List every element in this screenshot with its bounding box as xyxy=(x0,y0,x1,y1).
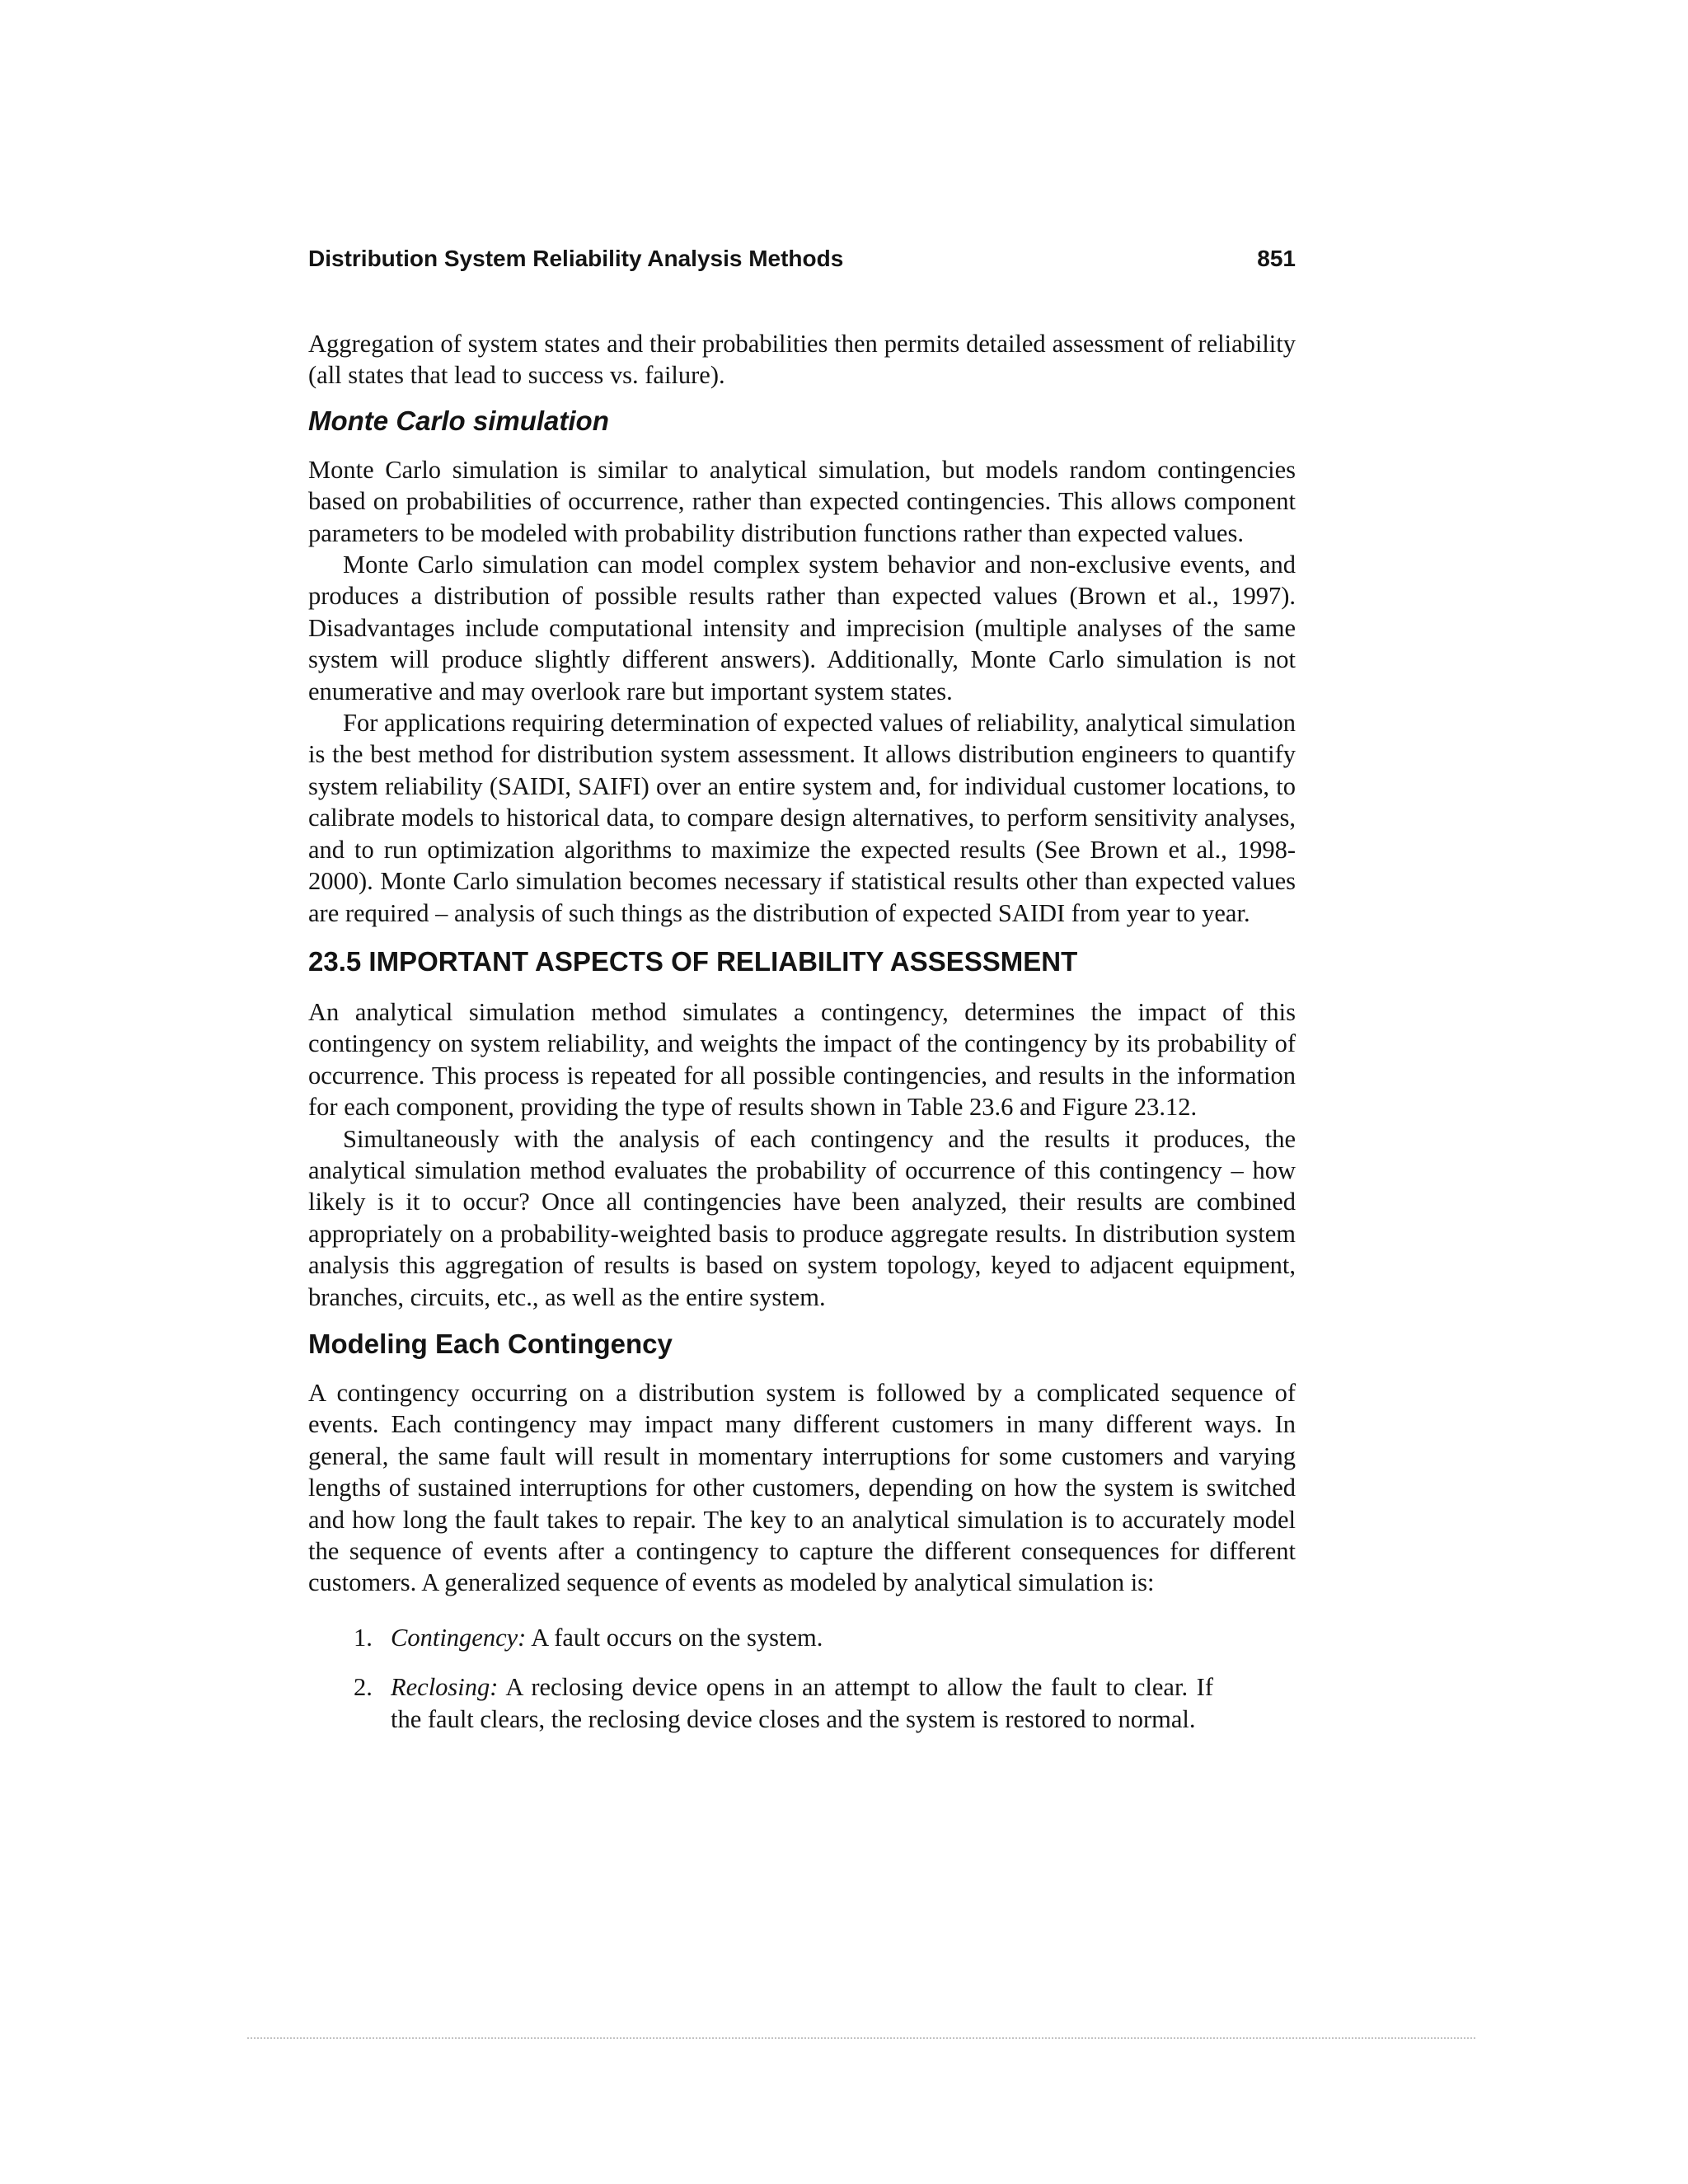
body-text xyxy=(308,328,1296,1753)
monte-carlo-paragraph-2: Monte Carlo simulation can model complex system behavior and non-exclusive events, and produces a distribution of possible results rather than expected values (Brown et al., 1997). Disadvantages include computational intensity and imprecision (multiple analyses of the same system will produce slightly different answers). Additionally, Monte Carlo simulation is not enumerative and may overlook rare but important system states. xyxy=(308,551,1296,705)
page-number: 851 xyxy=(1257,246,1296,271)
monte-carlo-paragraph-3: For applications requiring determination of expected values of reliability, analytical simulation is the best method for distribution system assessment. It allows distribution engineers to quantify system reliability (SAIDI, SAIFI) over an entire system and, for individual customer locations, to calibrate models to historical data, to compare design alternatives, to perform sensitivity analyses, and to run optimization algorithms to maximize the expected results (See Brown et al., 1998-2000). Monte Carlo simulation becomes necessary if statistical results other than expected values are required – analysis of such things as the distribution of expected SAIDI from year to year. xyxy=(308,709,1296,927)
list-item xyxy=(354,1671,1213,1735)
section-23-5-paragraph-2: Simultaneously with the analysis of each contingency and the results it produces, the analytical simulation method evaluates the probability of occurrence of this contingency – how likely is it to occur? Once all contingencies have been analyzed, their results are combined appropriately on a probability-weighted basis to produce aggregate results. In distribution system analysis this aggregation of results is based on system topology, keyed to adjacent equipment, branches, circuits, etc., as well as the entire system. xyxy=(308,1124,1296,1311)
section-23-5-paragraph-1: An analytical simulation method simulates a contingency, determines the impact of this contingency on system reliability, and weights the impact of the contingency by its probability of occurrence. This process is repeated for all possible contingencies, and results in the information for each component, providing the type of results shown in Table 23.6 and Figure 23.12. xyxy=(308,997,1296,1122)
scan-artifact-line xyxy=(247,2037,1475,2039)
intro-paragraph: Aggregation of system states and their probabilities then permits detailed assessment of reliability (all states that lead to success vs. failure). xyxy=(308,330,1296,390)
section-heading-23-5: 23.5 IMPORTANT ASPECTS OF RELIABILITY ASSESSMENT xyxy=(308,945,1078,977)
modeling-heading: Modeling Each Contingency xyxy=(308,1328,673,1359)
running-header-title: Distribution System Reliability Analysis Methods xyxy=(308,246,844,271)
list-item-text: A fault occurs on the system. xyxy=(531,1623,823,1652)
list-item-text: A reclosing device opens in an attempt to allow the fault to clear. If the fault clears, the reclosing device closes and the system is restored to normal. xyxy=(391,1673,1213,1733)
list-item-term: Contingency: xyxy=(391,1623,527,1652)
list-item xyxy=(354,1622,1213,1653)
list-item-number: 2. xyxy=(354,1673,373,1702)
modeling-paragraph: A contingency occurring on a distribution system is followed by a complicated sequence of events. Each contingency may impact many different customers in many different ways. In general, the same fault will result in momentary interruptions for some customers and varying lengths of sustained interruptions for other customers, depending on how the system is switched and how long the fault takes to repair. The key to an analytical simulation is to accurately model the sequence of events after a contingency to capture the different consequences for different customers. A generalized sequence of events as modeled by analytical simulation is: xyxy=(308,1378,1296,1597)
monte-carlo-paragraph-1: Monte Carlo simulation is similar to analytical simulation, but models random contingencies based on probabilities of occurrence, rather than expected contingencies. This allows component parameters to be modeled with probability distribution functions rather than expected values. xyxy=(308,455,1296,547)
monte-carlo-heading: Monte Carlo simulation xyxy=(308,405,609,436)
event-sequence-list xyxy=(308,1622,1213,1735)
list-item-number: 1. xyxy=(354,1623,373,1652)
list-item-term: Reclosing: xyxy=(391,1673,499,1702)
